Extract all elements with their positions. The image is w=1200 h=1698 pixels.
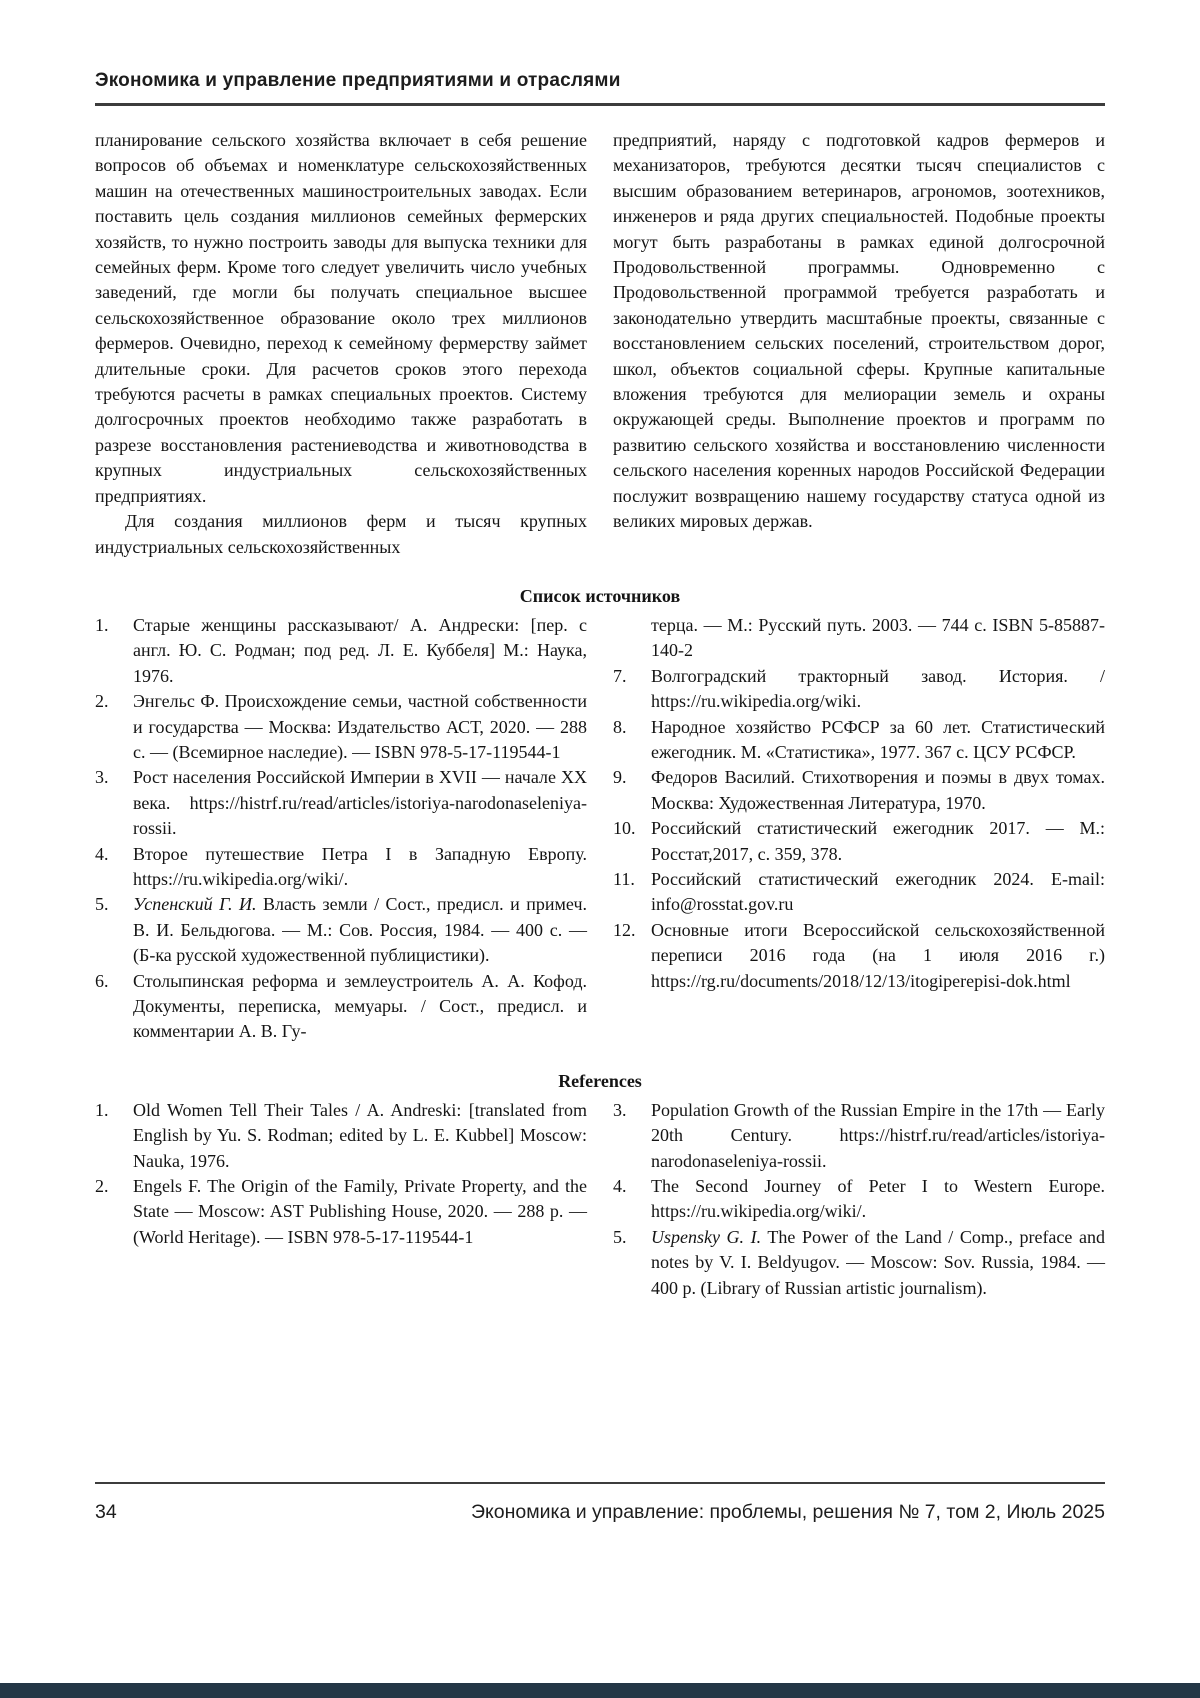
journal-citation-line: Экономика и управление: проблемы, решения № 7, том 2, Июль 2025 — [471, 1501, 1105, 1523]
reference-number: 7. — [613, 665, 627, 686]
body-columns — [95, 128, 1105, 560]
reference-number: 4. — [95, 843, 109, 864]
reference-number: 10. — [613, 818, 636, 839]
reference-text: Основные итоги Всероссийской сельскохозяйственной переписи 2016 года (на 1 июля 2016 г.) https://rg.ru/documents/2018/12/13/itogiperepisi-dok.html — [651, 919, 1105, 991]
reference-text: Второе путешествие Петра I в Западную Европу. https://ru.wikipedia.org/wiki/. — [133, 843, 587, 889]
reference-number: 9. — [613, 767, 627, 788]
reference-number: 5. — [95, 894, 109, 915]
reference-item — [95, 613, 587, 689]
reference-text: Федоров Василий. Стихотворения и поэмы в двух томах. Москва: Художественная Литература, 1970. — [651, 767, 1105, 813]
reference-item — [95, 892, 587, 968]
reference-number: 2. — [95, 691, 109, 712]
reference-text: Российский статистический ежегодник 2017. — М.: Росстат,2017, с. 359, 378. — [651, 818, 1105, 864]
reference-text: Engels F. The Origin of the Family, Private Property, and the State — Moscow: AST Publishing House, 2020. — 288 p. — (World Heritage). — ISBN 978-5-17-119544-1 — [133, 1176, 587, 1247]
sources-left-column — [95, 613, 587, 1045]
reference-text-rest: The Power of the Land / Comp., preface and notes by V. I. Beldyugov. — Moscow: Sov. Russia, 1984. — 400 p. (Library of Russian artistic journalism). — [651, 1226, 1105, 1298]
reference-number: 2. — [95, 1176, 109, 1197]
reference-author-italic: Uspensky G. I. — [651, 1226, 762, 1247]
reference-item — [95, 842, 587, 893]
reference-item — [613, 918, 1105, 994]
reference-text: Российский статистический ежегодник 2024. E-mail: info@rosstat.gov.ru — [651, 868, 1105, 915]
reference-number: 1. — [95, 614, 109, 635]
reference-item — [95, 1174, 587, 1250]
sources-heading: Список источников — [519, 585, 681, 606]
bottom-accent-bar — [0, 1683, 1200, 1698]
reference-text: Old Women Tell Their Tales / A. Andreski: [translated from English by Yu. S. Rodman; edited by L. E. Kubbel] Moscow: Nauka, 1976. — [133, 1099, 587, 1171]
reference-item — [613, 715, 1105, 766]
references-right-column — [613, 1098, 1105, 1301]
reference-text: Рост населения Российской Империи в XVII — начале XX века. https://histrf.ru/read/articles/istoriya-narodonaseleniya-rossii. — [133, 767, 587, 839]
reference-item — [613, 1098, 1105, 1174]
reference-number: 12. — [613, 919, 636, 940]
reference-text: Столыпинская реформа и землеустроитель А. А. Кофод. Документы, переписка, мемуары. / Сост., предисл. и комментарии А. В. Гу- — [133, 970, 587, 1042]
reference-number: 11. — [613, 868, 635, 889]
reference-text-rest: Власть земли / Сост., предисл. и примеч. В. И. Бельдюгова. — М.: Сов. Россия, 1984. — 400 с. — (Б-ка русской художественной публицистики). — [133, 894, 588, 966]
running-head: Экономика и управление предприятиями и отраслями — [95, 70, 1105, 106]
body-paragraph: Для создания миллионов ферм и тысяч крупных индустриальных сельскохозяйственных — [95, 511, 587, 557]
reference-text — [651, 1225, 1105, 1301]
reference-item — [95, 969, 587, 1045]
reference-number: 8. — [613, 716, 627, 737]
reference-number: 5. — [613, 1226, 627, 1247]
reference-text: The Second Journey of Peter I to Western Europe. https://ru.wikipedia.org/wiki/. — [651, 1176, 1105, 1222]
reference-text: Старые женщины рассказывают/ А. Андрески: [пер. с англ. Ю. С. Родман; под ред. Л. Е. Куббеля] М.: Наука, 1976. — [133, 614, 587, 686]
sources-columns — [95, 613, 1105, 1045]
reference-continuation: терца. — М.: Русский путь. 2003. — 744 с. ISBN 5-85887-140-2 — [651, 614, 1105, 661]
sources-right-column — [613, 613, 1105, 1045]
references-heading: References — [558, 1070, 642, 1091]
reference-number: 3. — [95, 767, 109, 788]
reference-item — [613, 1174, 1105, 1225]
references-left-column — [95, 1098, 587, 1301]
reference-item — [613, 1225, 1105, 1301]
page-number: 34 — [95, 1501, 117, 1523]
reference-item — [613, 664, 1105, 715]
body-paragraph: планирование сельского хозяйства включает в себя решение вопросов об объемах и номенклатуре сельскохозяйственных машин на отечественных машиностроительных заводах. Если поставить цель создания миллионов семейных фермерских хозяйств, то нужно построить заводы для выпуска техники для семейных ферм. Кроме того следует увеличить число учебных заведений, где могли бы получать специальное высшее сельскохозяйственное образование около трех миллионов фермеров. Очевидно, переход к семейному фермерству займет длительные сроки. Для расчетов сроков этого перехода требуются расчеты в рамках специальных проектов. Систему долгосрочных проектов необходимо также разработать в разрезе восстановления растениеводства и животноводства в крупных индустриальных сельскохозяйственных предприятиях. — [95, 130, 587, 506]
reference-text: Народное хозяйство РСФСР за 60 лет. Статистический ежегодник. М. «Статистика», 1977. 367 с. ЦСУ РСФСР. — [651, 716, 1105, 762]
reference-text: Энгельс Ф. Происхождение семьи, частной собственности и государства — Москва: Издательство АСТ, 2020. — 288 с. — (Всемирное наследие). — ISBN 978-5-17-119544-1 — [133, 691, 587, 762]
body-right-column — [613, 128, 1105, 560]
body-left-column — [95, 128, 587, 560]
reference-item — [613, 816, 1105, 867]
references-columns — [95, 1098, 1105, 1301]
reference-item — [613, 765, 1105, 816]
reference-number: 1. — [95, 1099, 109, 1120]
reference-author-italic: Успенский Г. И. — [133, 894, 257, 915]
reference-number: 6. — [95, 970, 109, 991]
reference-text — [133, 892, 587, 968]
reference-number: 3. — [613, 1099, 627, 1120]
body-paragraph: предприятий, наряду с подготовкой кадров фермеров и механизаторов, требуются десятки тысяч специалистов с высшим образованием ветеринаров, агрономов, зоотехников, инженеров и ряда других специальностей. Подобные проекты могут быть разработаны в рамках единой долгосрочной Продовольственной программы. Одновременно с Продовольственной программой требуется разработать и законодательно утвердить масштабные проекты, связанные с восстановлением сельских поселений, строительством дорог, школ, объектов социальной сферы. Крупные капитальные вложения требуются для мелиорации земель и охраны окружающей среды. Выполнение проектов и программ по развитию сельского хозяйства и восстановлению численности сельского населения коренных народов Российской Федерации послужит возвращению нашему государству статуса одной из великих мировых держав. — [613, 130, 1105, 532]
reference-text: Population Growth of the Russian Empire in the 17th — Early 20th Century. https://histrf.ru/read/articles/istoriya-narodonaseleniya-rossii. — [651, 1099, 1105, 1171]
reference-number: 4. — [613, 1176, 627, 1197]
reference-item — [95, 689, 587, 765]
reference-item — [613, 867, 1105, 918]
reference-text: Волгоградский тракторный завод. История. / https://ru.wikipedia.org/wiki. — [651, 665, 1105, 712]
page-footer — [95, 1482, 1105, 1524]
reference-item — [95, 1098, 587, 1174]
reference-item — [95, 765, 587, 841]
